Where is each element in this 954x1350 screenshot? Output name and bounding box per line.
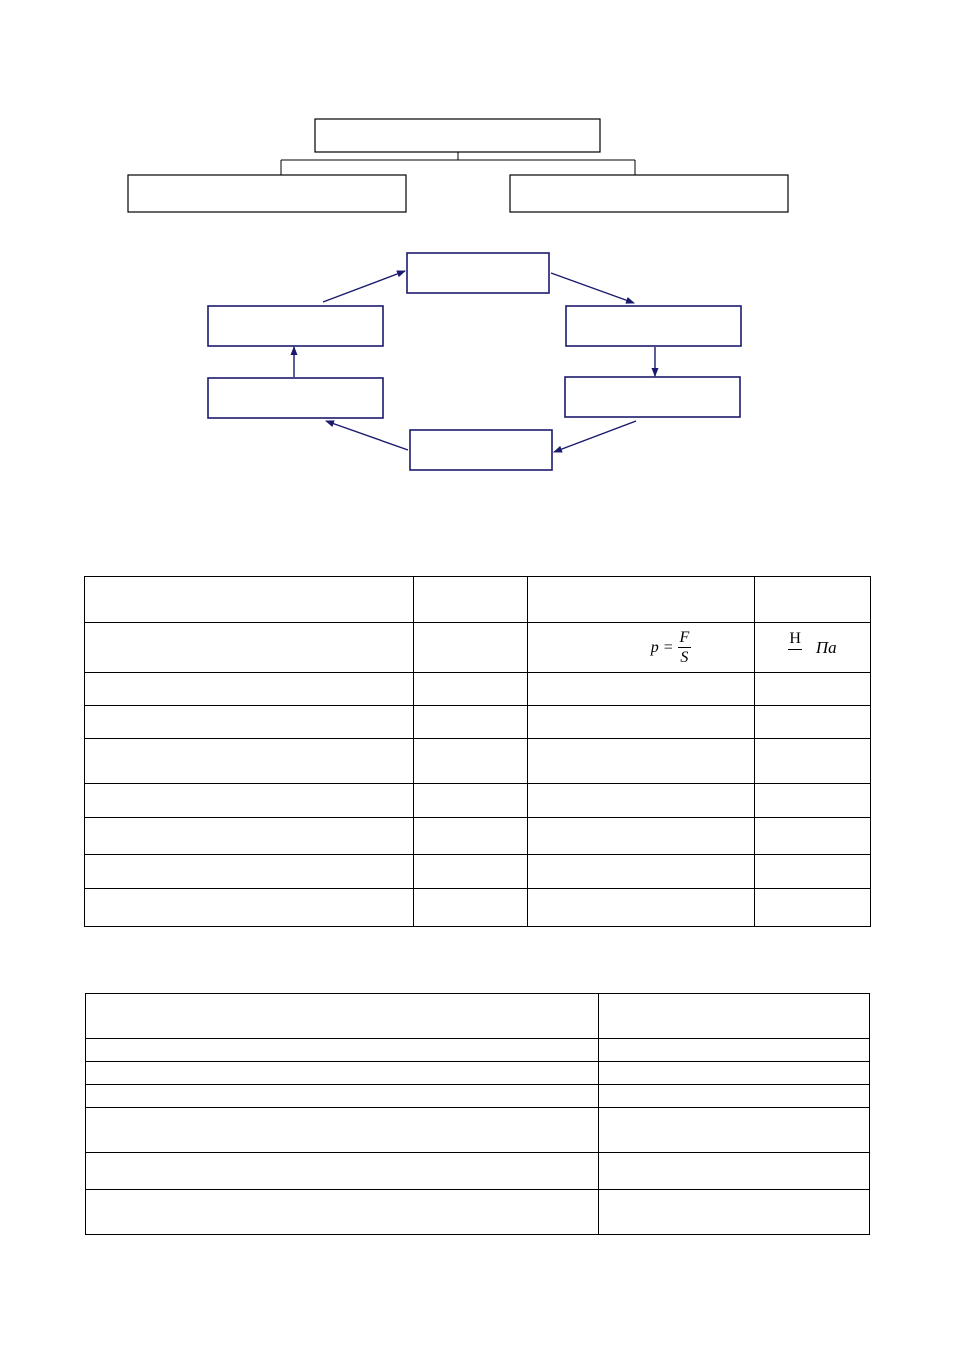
table-cell [85,784,414,818]
table-row [85,818,871,855]
table-cell [86,994,599,1039]
table-header-row [86,994,870,1039]
formula-lhs: p = [650,638,674,656]
table-cell [86,1062,599,1085]
table-cell [599,1108,870,1153]
table-cell [528,673,755,706]
table-cell [528,818,755,855]
table-cell [599,1085,870,1108]
unit-cell [755,623,871,673]
table-cell [86,1153,599,1190]
tree-left-box [128,175,406,212]
table-cell [599,1039,870,1062]
pressure-formula [651,630,692,666]
table-cell [528,855,755,889]
quantities-table [84,576,871,927]
table-cell [755,577,871,623]
table-cell [755,818,871,855]
table-row [85,673,871,706]
table-row [85,739,871,784]
second-table [85,993,870,1235]
table-cell [414,784,528,818]
cycle-arrow-top-to-upper-right [551,273,634,303]
table-cell [528,739,755,784]
table-cell [414,855,528,889]
table-cell [85,577,414,623]
table-row [86,1108,870,1153]
table-row [86,1153,870,1190]
table-cell [414,739,528,784]
unit-numerator: Н [788,631,802,650]
table-cell [755,739,871,784]
diagrams [0,0,954,520]
unit-wrapper [755,631,870,664]
unit-name: Па [815,637,837,657]
table-cell [86,1039,599,1062]
table-cell [414,623,528,673]
table-cell [528,784,755,818]
table-cell [528,577,755,623]
cycle-box-lower-left [208,378,383,418]
table-cell [85,673,414,706]
table-cell [755,784,871,818]
table-cell [85,739,414,784]
cycle-box-lower-right [565,377,740,417]
table-cell [86,1108,599,1153]
tree-diagram [128,119,788,212]
table-row [86,1062,870,1085]
table-cell [85,818,414,855]
table-cell [86,1085,599,1108]
cycle-box-top [407,253,549,293]
table-row [86,1190,870,1235]
cycle-arrow-bottom-to-lower-left [326,421,408,450]
tree-right-box [510,175,788,212]
cycle-box-bottom [410,430,552,470]
table-cell [85,889,414,927]
cycle-arrow-upper-left-to-top [323,271,405,302]
tree-root-box [315,119,600,152]
table-cell [528,706,755,739]
table-row [85,889,871,927]
table-cell [599,1190,870,1235]
table-cell [85,623,414,673]
formula-fraction [678,630,692,666]
table-cell [755,889,871,927]
table-cell [599,1153,870,1190]
table-cell [528,889,755,927]
formula-numerator: F [679,628,690,646]
formula-cell [528,623,755,673]
table-row-pressure [85,623,871,673]
table-row [86,1085,870,1108]
table-cell [414,577,528,623]
table-header-row [85,577,871,623]
table-cell [85,855,414,889]
table-cell [599,994,870,1039]
table-row [86,1039,870,1062]
table-cell [86,1190,599,1235]
table-cell [755,855,871,889]
table-cell [414,673,528,706]
table-cell [85,706,414,739]
unit-fraction [788,631,802,664]
table-row [85,706,871,739]
table-cell [599,1062,870,1085]
table-cell [414,818,528,855]
table-cell [755,673,871,706]
table-cell [414,706,528,739]
cycle-diagram [208,253,741,470]
table-row [85,784,871,818]
table-row [85,855,871,889]
cycle-arrow-lower-right-to-bottom [554,421,636,452]
cycle-box-upper-right [566,306,741,346]
table-cell [414,889,528,927]
table-cell [755,706,871,739]
cycle-box-upper-left [208,306,383,346]
formula-denominator: S [680,648,689,666]
